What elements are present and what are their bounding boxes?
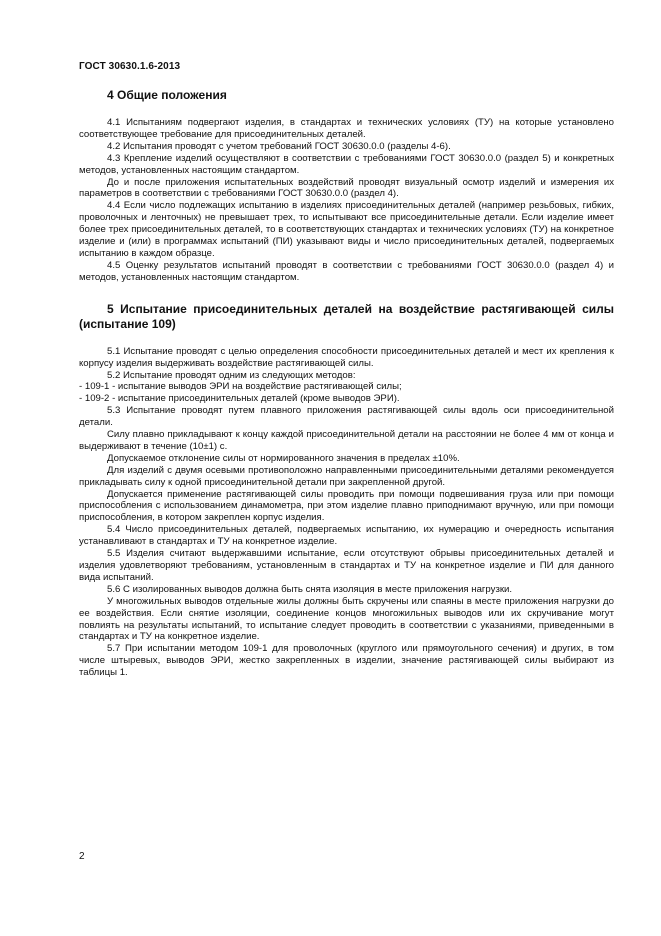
document-code-header: ГОСТ 30630.1.6-2013 xyxy=(79,61,181,72)
paragraph-4-3: 4.3 Крепление изделий осуществляют в соответствии с требованиями ГОСТ 30630.0.0 (раздел 5) и конкретных методов, установленных настоящим стандартом. xyxy=(79,152,614,176)
paragraph-5-6: 5.6 С изолированных выводов должна быть снята изоляция в месте приложения нагрузки. xyxy=(107,583,513,595)
section-4-title: 4 Общие положения xyxy=(107,88,227,102)
paragraph-4-2: 4.2 Испытания проводят с учетом требований ГОСТ 30630.0.0 (разделы 4-6). xyxy=(107,140,451,152)
page-content xyxy=(79,88,614,679)
paragraph-5-2: 5.2 Испытание проводят одним из следующих методов: xyxy=(107,369,356,381)
paragraph-4-3-visual: До и после приложения испытательных воздействий проводят визуальный осмотр изделий и измерения их параметров в соответствии с требованиями ГОСТ 30630.0.0 (раздел 4). xyxy=(79,176,614,200)
page-number: 2 xyxy=(79,851,85,862)
paragraph-5-6-multicore: У многожильных выводов отдельные жилы должны быть скручены или спаяны в месте приложения нагрузки до ее воздействия. Если снятие изоляции, соединение концов многожильных выводов или их скручивание могут повлиять на результаты испытаний, то испытание следует проводить в соответствии с указаниями, приведенными в стандартах и ТУ на конкретное изделие. xyxy=(79,595,614,643)
method-item-109-2: - 109-2 - испытание присоединительных деталей (кроме выводов ЭРИ). xyxy=(79,393,400,405)
paragraph-5-4: 5.4 Число присоединительных деталей, подвергаемых испытанию, их нумерацию и очередность испытания устанавливают в стандартах и ТУ на конкретное изделие. xyxy=(79,524,614,548)
paragraph-5-3: 5.3 Испытание проводят путем плавного приложения растягивающей силы вдоль оси присоединительной детали. xyxy=(79,405,614,429)
paragraph-5-3-tolerance: Допускаемое отклонение силы от нормированного значения в пределах ±10%. xyxy=(107,452,460,464)
paragraph-5-3-force: Силу плавно прикладывают к концу каждой присоединительной детали на расстоянии не более 4 мм от конца и выдерживают в течение (10±1) с. xyxy=(79,429,614,452)
paragraph-4-5: 4.5 Оценку результатов испытаний проводят в соответствии с требованиями ГОСТ 30630.0.0 (раздел 4) и методов, установленных настоящим стандартом. xyxy=(79,259,614,283)
paragraph-5-3-axial: Для изделий с двумя осевыми противоположно направленными присоединительными деталями рекомендуется прикладывать силу к одной присоединительной детали при закрепленной другой. xyxy=(79,464,614,488)
paragraph-4-4: 4.4 Если число подлежащих испытанию в изделиях присоединительных деталей (например резьбовых, гибких, проволочных и ленточных) не превышает трех, то испытывают все присоединительные детали. Если изделие имеет более трех присоединительных деталей, то в соответствующих стандартах и технических условиях (ТУ) на конкретное изделие и (или) в программах испытаний (ПИ) указывают виды и число присоединительных деталей, подвергаемых испытанию в каждом образце. xyxy=(79,200,614,259)
paragraph-4-1: 4.1 Испытаниям подвергают изделия, в стандартах и технических условиях (ТУ) на которые установлено соответствующее требование для присоединительных деталей. xyxy=(79,117,614,140)
paragraph-5-3-weight: Допускается применение растягивающей силы проводить при помощи подвешивания груза или при помощи приспособления с использованием динамометра, при этом изделие плавно приподнимают вручную, или при помощи приспособления, в котором закреплен корпус изделия. xyxy=(79,488,614,524)
method-item-109-1: - 109-1 - испытание выводов ЭРИ на воздействие растягивающей силы; xyxy=(79,381,402,393)
section-5-title: 5 Испытание присоединительных деталей на воздействие растягивающей силы (испытание 109) xyxy=(79,301,614,331)
paragraph-5-1: 5.1 Испытание проводят с целью определения способности присоединительных деталей и мест их крепления к корпусу изделия выдерживать воздействие растягивающей силы. xyxy=(79,345,614,369)
paragraph-5-7: 5.7 При испытании методом 109-1 для проволочных (круглого или прямоугольного сечения) и других, в том числе штыревых, выводов ЭРИ, жестко закрепленных в изделии, значение растягивающей силы выбирают из таблицы 1. xyxy=(79,643,614,679)
paragraph-5-5: 5.5 Изделия считают выдержавшими испытание, если отсутствуют обрывы присоединительных деталей и изделия удовлетворяют требованиям, установленным в стандартах и ТУ на конкретное изделие и ПИ для данного вида испытаний. xyxy=(79,548,614,583)
